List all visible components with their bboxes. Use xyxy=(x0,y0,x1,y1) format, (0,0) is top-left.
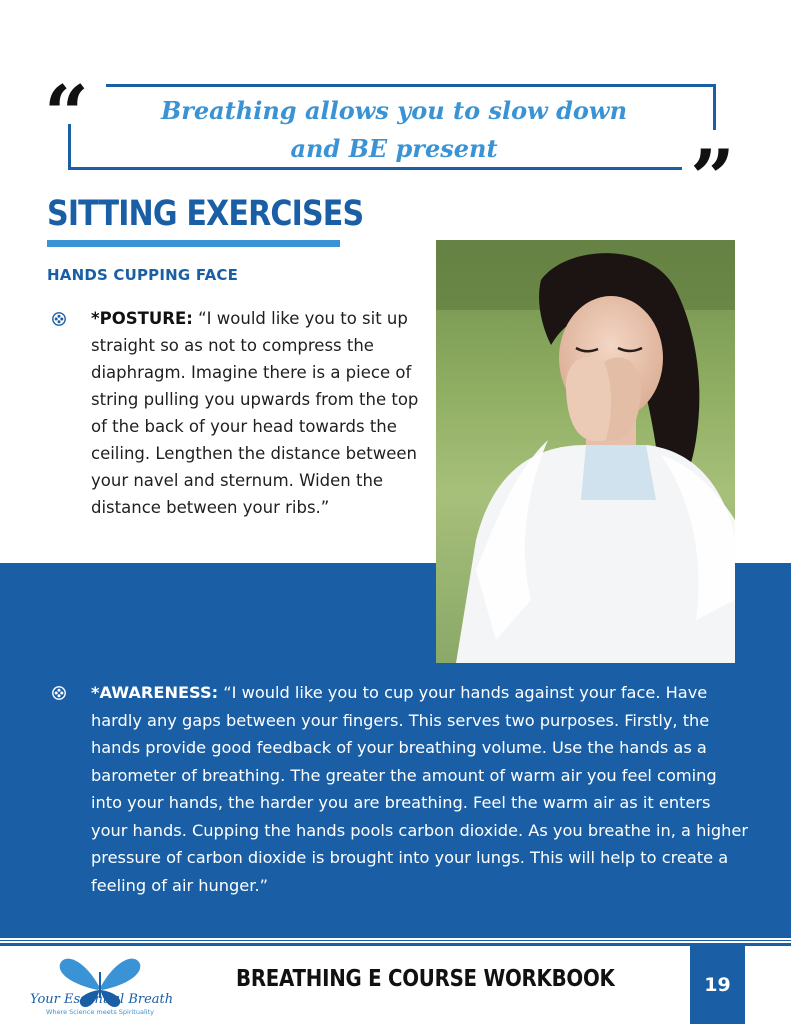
awareness-label: *AWARENESS: xyxy=(91,683,219,702)
logo-tagline: Where Science meets Spirituality xyxy=(46,1008,154,1016)
awareness-body: “I would like you to cup your hands against your face. Have hardly any gaps between your fingers. This serves two purposes. Firstly, the hands provide good feedback of your breathing volume. Use the hands as a barometer of breathing. The greater the amount of warm air you feel coming into your hands, the harder you are breathing. Feel the warm air as it enters your hands. Cupping the hands pools carbon dioxide. As you breathe in, a higher pressure of carbon dioxide is brought into your lungs. This will help to create a feeling of air hunger.” xyxy=(91,683,748,895)
awareness-paragraph xyxy=(91,679,751,899)
open-quote-mark: “ xyxy=(44,69,89,160)
footer-rule xyxy=(0,943,791,946)
quote-text xyxy=(150,92,638,168)
footer-title: BREATHING E COURSE WORKBOOK xyxy=(236,966,615,992)
woman-cupping-face-photo xyxy=(436,240,735,663)
posture-body: “I would like you to sit up straight so as not to compress the diaphragm. Imagine there is a piece of string pulling you upwards from the top of the back of your head towards the ceiling. Lengthen the distance between your navel and sternum. Widen the distance between your ribs.” xyxy=(91,309,419,517)
quote-border-top xyxy=(106,84,716,87)
section-title: SITTING EXERCISES xyxy=(47,194,364,234)
flower-bullet-icon xyxy=(52,686,66,700)
quote-line-1: Breathing allows you to slow down xyxy=(160,96,628,125)
close-quote-mark: ” xyxy=(690,133,735,224)
posture-paragraph xyxy=(91,305,421,521)
page-number: 19 xyxy=(690,946,745,1024)
flower-bullet-icon xyxy=(52,312,66,326)
quote-border-right xyxy=(713,84,716,130)
logo-name: Your Essential Breath xyxy=(30,992,174,1007)
exercise-subheading: HANDS CUPPING FACE xyxy=(47,266,239,284)
section-underline xyxy=(47,240,340,247)
quote-line-2: and BE present xyxy=(290,134,498,163)
footer-gap xyxy=(0,938,791,940)
posture-label: *POSTURE: xyxy=(91,309,193,328)
